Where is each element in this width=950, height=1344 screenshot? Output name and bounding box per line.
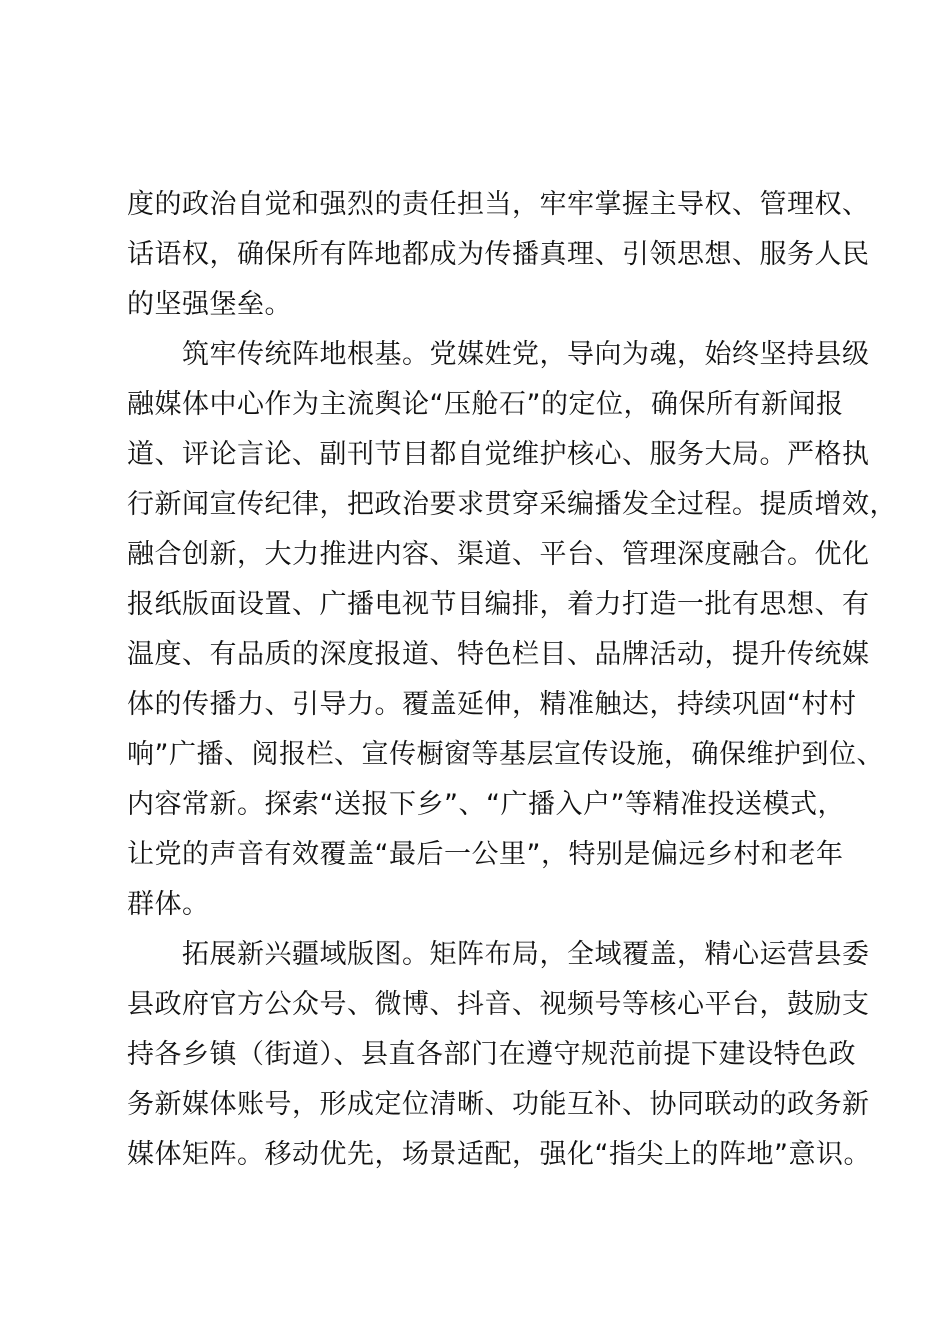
text-line: 度的政治自觉和强烈的责任担当，牢牢掌握主导权、管理权、 xyxy=(127,189,870,220)
text-line: 持各乡镇（街道）、县直各部门在遵守规范前提下建设特色政 xyxy=(127,1039,856,1070)
text-line: 筑牢传统阵地根基。党媒姓党，导向为魂，始终坚持县级 xyxy=(127,339,870,370)
text-line: 响”广播、阅报栏、宣传橱窗等基层宣传设施，确保维护到位、 xyxy=(127,739,884,770)
text-line: 群体。 xyxy=(127,889,210,920)
text-line: 的坚强堡垒。 xyxy=(127,289,292,320)
text-line: 融合创新，大力推进内容、渠道、平台、管理深度融合。优化 xyxy=(127,539,870,570)
text-line: 拓展新兴疆域版图。矩阵布局，全域覆盖，精心运营县委 xyxy=(127,939,870,970)
text-line: 话语权，确保所有阵地都成为传播真理、引领思想、服务人民 xyxy=(127,239,870,270)
text-line: 道、评论言论、副刊节目都自觉维护核心、服务大局。严格执 xyxy=(127,439,870,470)
text-line: 内容常新。探索“送报下乡”、“广播入户”等精准投送模式， xyxy=(127,789,845,820)
text-line: 务新媒体账号，形成定位清晰、功能互补、协同联动的政务新 xyxy=(127,1089,870,1120)
text-line: 行新闻宣传纪律，把政治要求贯穿采编播发全过程。提质增效， xyxy=(127,489,897,520)
text-line: 报纸版面设置、广播电视节目编排，着力打造一批有思想、有 xyxy=(127,589,870,620)
text-line: 体的传播力、引导力。覆盖延伸，精准触达，持续巩固“村村 xyxy=(127,689,857,720)
text-line: 温度、有品质的深度报道、特色栏目、品牌活动，提升传统媒 xyxy=(127,639,870,670)
text-line: 融媒体中心作为主流舆论“压舱石”的定位，确保所有新闻报 xyxy=(127,389,844,420)
text-line: 县政府官方公众号、微博、抖音、视频号等核心平台，鼓励支 xyxy=(127,989,870,1020)
text-line: 让党的声音有效覆盖“最后一公里”，特别是偏远乡村和老年 xyxy=(127,839,844,870)
body-text xyxy=(127,180,897,1180)
text-line: 媒体矩阵。移动优先，场景适配，强化“指尖上的阵地”意识。 xyxy=(127,1139,871,1170)
